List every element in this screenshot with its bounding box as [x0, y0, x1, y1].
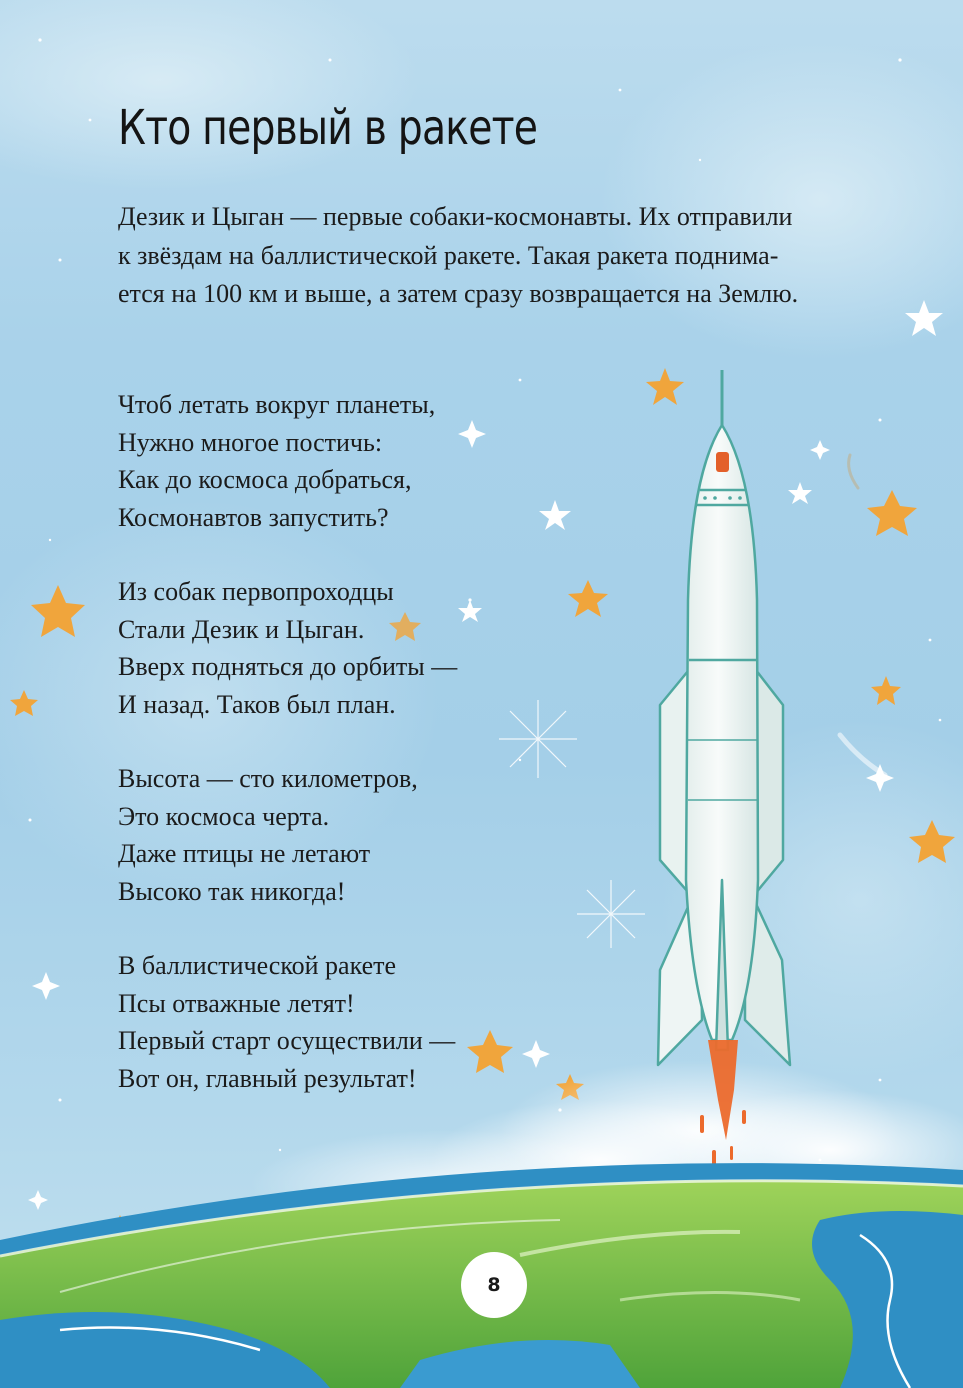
intro-line: ется на 100 км и выше, а затем сразу возвращается на Землю.: [118, 279, 799, 308]
poem-stanza: [118, 386, 457, 536]
poem: [118, 386, 457, 1134]
star-icon: [539, 500, 571, 530]
sparkle-icon: [458, 420, 486, 448]
sparkle-icon: [810, 440, 830, 460]
poem-line: Псы отважные летят!: [118, 988, 355, 1018]
poem-line: Вот он, главный результат!: [118, 1063, 417, 1093]
page-number: 8: [487, 1274, 501, 1296]
star-icon: [467, 1030, 513, 1073]
intro-line: к звёздам на баллистической ракете. Такая ракета поднима-: [118, 240, 779, 270]
poem-line: Высоко так никогда!: [118, 876, 346, 906]
star-icon: [568, 580, 608, 617]
sparkle-icon: [522, 1040, 550, 1068]
poem-stanza: [118, 573, 457, 723]
poem-line: Это космоса черта.: [118, 801, 330, 831]
star-icon: [458, 600, 482, 622]
sparkle-icon: [499, 700, 577, 778]
poem-stanza: [118, 760, 457, 910]
sparkle-icon: [577, 880, 645, 948]
poem-line: Из собак первопроходцы: [118, 577, 394, 606]
constellations: [499, 700, 645, 948]
rocket-icon: [658, 370, 790, 1065]
sparkle-icon: [28, 1190, 48, 1210]
star-icon: [867, 490, 917, 536]
star-icon: [646, 368, 684, 405]
poem-line: Даже птицы не летают: [118, 839, 371, 868]
intro-paragraph: [118, 198, 878, 314]
sparkle-icon: [32, 972, 60, 1000]
poem-line: Первый старт осуществили —: [118, 1026, 456, 1055]
poem-line: Вверх подняться до орбиты —: [118, 652, 458, 681]
poem-line: И назад. Таков был план.: [118, 689, 396, 719]
poem-line: В баллистической ракете: [118, 951, 397, 980]
intro-line: Дезик и Цыган — первые собаки-космонавты. Их отправили: [118, 202, 793, 231]
poem-stanza: [118, 947, 457, 1097]
poem-line: Чтоб летать вокруг планеты,: [118, 390, 436, 419]
poem-line: Нужно многое постичь:: [118, 427, 383, 457]
poem-line: Космонавтов запустить?: [118, 502, 389, 532]
star-icon: [788, 482, 812, 504]
poem-line: Как до космоса добраться,: [118, 465, 412, 494]
poem-line: Стали Дезик и Цыган.: [118, 614, 365, 644]
poem-line: Высота — сто километров,: [118, 764, 418, 793]
page-number-badge: [461, 1252, 527, 1318]
star-icon: [871, 676, 901, 705]
page-title: Кто первый в ракете: [118, 100, 538, 156]
